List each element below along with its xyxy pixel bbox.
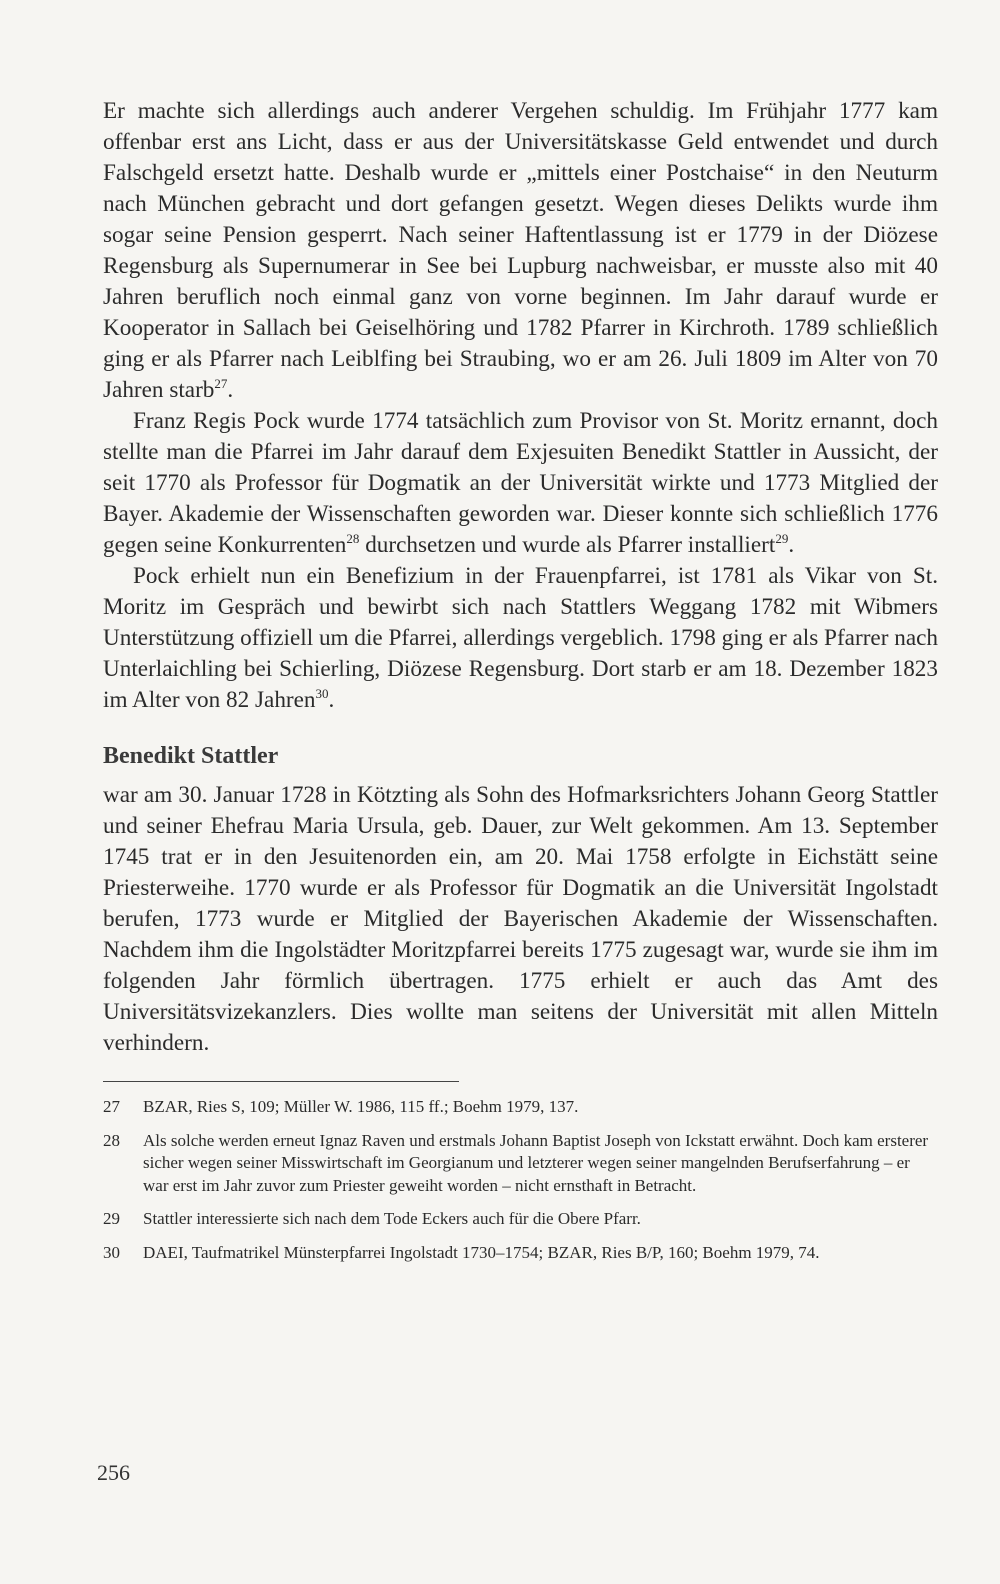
footnote-30 <box>103 1242 938 1265</box>
paragraph-3-end: . <box>328 687 335 713</box>
paragraph-2 <box>103 406 938 561</box>
footnote-text: Stattler interessierte sich nach dem Tode Eckers auch für die Obere Pfarr. <box>143 1209 641 1228</box>
footnote-ref-27[interactable]: 27 <box>214 376 228 391</box>
paragraph-4: war am 30. Januar 1728 in Kötzting als Sohn des Hofmarksrichters Johann Georg Stattler und seiner Ehefrau Maria Ursula, geb. Dauer, zur Welt gekommen. Am 13. September 1745 trat er in den Jesuitenorden ein, am 20. Mai 1758 erfolgte in Eichstätt seine Priesterweihe. 1770 wurde er als Professor für Dogmatik an die Universität Ingolstadt berufen, 1773 wurde er Mitglied der Bayerischen Akademie der Wissenschaften. Nachdem ihm die Ingolstädter Moritzpfarrei bereits 1775 zugesagt war, wurde sie ihm im folgenden Jahr förmlich übertragen. 1775 erhielt er auch das Amt des Universitätsvizekanzlers. Dies wollte man seitens der Universität mit allen Mitteln verhindern. <box>103 782 938 1056</box>
paragraph-1-end: . <box>227 377 234 403</box>
footnote-text: Als solche werden erneut Ignaz Raven und erstmals Johann Baptist Joseph von Ickstatt erwähnt. Doch kam ersterer sicher wegen seiner Misswirtschaft im Georgianum und letzterer wegen seiner mangelnden Berufserfahrung – er war erst im Jahr zuvor zum Priester geweiht worden – nicht ernsthaft in Betracht. <box>143 1130 929 1195</box>
footnote-number: 27 <box>103 1097 120 1116</box>
footnote-ref-30[interactable]: 30 <box>315 686 329 701</box>
footnote-28 <box>103 1130 938 1198</box>
footnote-number: 29 <box>103 1209 120 1228</box>
paragraph-1 <box>103 96 938 406</box>
paragraph-2-text-a: Franz Regis Pock wurde 1774 tatsächlich zum Provisor von St. Moritz ernannt, doch stellte man die Pfarrei im Jahr darauf dem Exjesuiten Benedikt Stattler in Aussicht, der seit 1770 als Professor für Dogmatik an der Universität wirkte und 1773 Mitglied der Bayer. Akademie der Wissenschaften geworden war. Dieser konnte sich schließlich 1776 gegen seine Konkurrenten <box>103 408 938 558</box>
footnote-text: BZAR, Ries S, 109; Müller W. 1986, 115 ff.; Boehm 1979, 137. <box>143 1097 579 1116</box>
footnote-number: 28 <box>103 1130 120 1150</box>
footnote-ref-28[interactable]: 28 <box>346 531 360 546</box>
paragraph-2-end: . <box>788 532 795 558</box>
paragraph-3-text: Pock erhielt nun ein Benefizium in der Frauenpfarrei, ist 1781 als Vikar von St. Moritz im Gespräch und bewirbt sich nach Stattlers Weggang 1782 mit Wibmers Unterstützung offiziell um die Pfarrei, allerdings vergeblich. 1798 ging er als Pfarrer nach Unterlaichling bei Schierling, Diözese Regensburg. Dort starb er am 18. Dezember 1823 im Alter von 82 Jahren <box>103 563 938 713</box>
footnote-number: 30 <box>103 1242 120 1262</box>
page-number: 256 <box>97 1460 130 1485</box>
footnote-text: DAEI, Taufmatrikel Münsterpfarrei Ingolstadt 1730–1754; BZAR, Ries B/P, 160; Boehm 1979, 74. <box>143 1242 820 1262</box>
paragraph-1-text: Er machte sich allerdings auch anderer Vergehen schuldig. Im Frühjahr 1777 kam offenbar erst ans Licht, dass er aus der Universitätskasse Geld entwendet und durch Falschgeld ersetzt hatte. Deshalb wurde er „mittels einer Postchaise“ in den Neuturm nach München gebracht und dort gefangen gesetzt. Wegen dieses Delikts wurde ihm sogar seine Pension gesperrt. Nach seiner Haftentlassung ist er 1779 in der Diözese Regensburg als Supernumerar in See bei Lupburg nachweisbar, er musste also mit 40 Jahren beruflich noch einmal ganz von vorne beginnen. Im Jahr darauf wurde er Kooperator in Sallach bei Geiselhöring und 1782 Pfarrer in Kirchroth. 1789 schließlich ging er als Pfarrer nach Leiblfing bei Straubing, wo er am 26. Juli 1809 im Alter von 70 Jahren starb <box>103 98 938 403</box>
footnote-27 <box>103 1096 938 1119</box>
footnotes <box>103 1096 938 1264</box>
paragraph-2-text-b: durchsetzen und wurde als Pfarrer installiert <box>359 532 776 558</box>
page-body <box>103 96 938 1275</box>
paragraph-3 <box>103 561 938 716</box>
footnote-29 <box>103 1208 938 1231</box>
footnote-ref-29[interactable]: 29 <box>775 531 789 546</box>
section-heading: Benedikt Stattler <box>103 743 279 769</box>
footnote-divider <box>103 1081 459 1082</box>
